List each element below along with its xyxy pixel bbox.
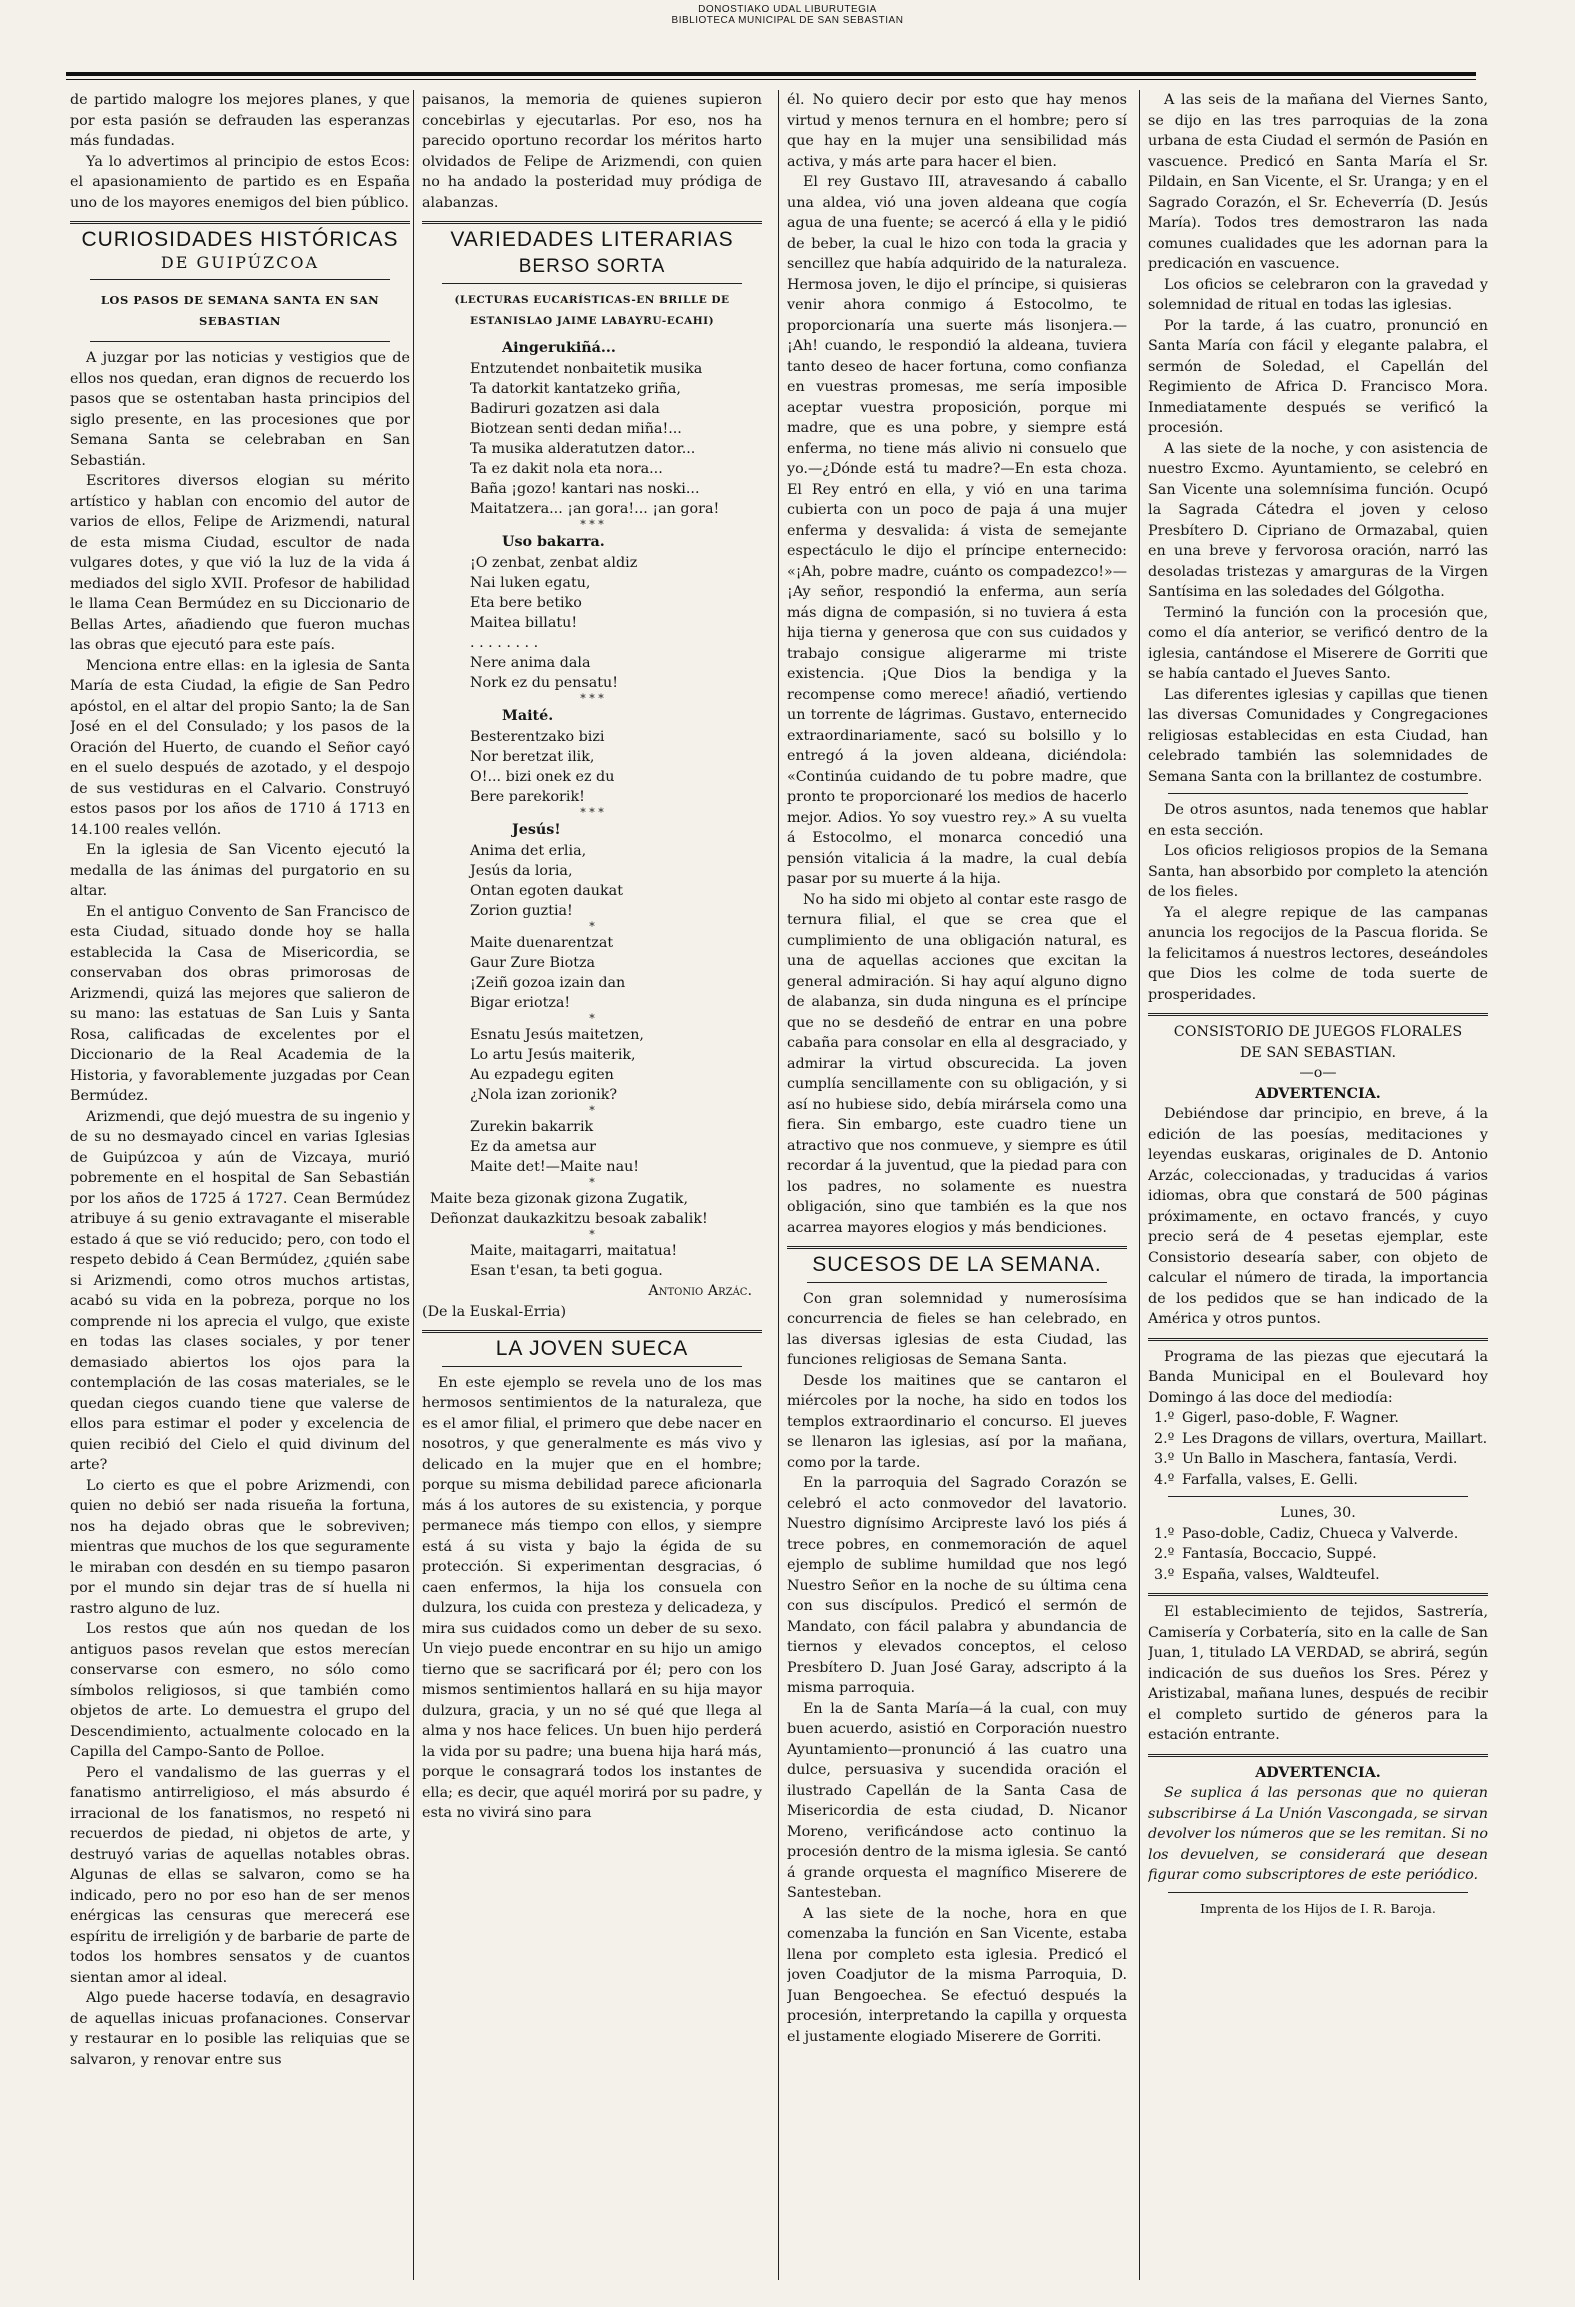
printer-imprint: Imprenta de los Hijos de I. R. Baroja. [1200, 1900, 1436, 1916]
poem-title: Aingerukiñá... [502, 340, 616, 356]
poem-verses [422, 1117, 762, 1177]
paragraph: No ha sido mi objeto al contar este rasgo de ternura filial, el que se crea que el cumplimiento de una obligación natural, es una de aquellas acciones que excitan la general admiración. Si hay aquí alguno digno de alabanza, sin duda ninguna es el príncipe que no se desdeñó de entrar en una pobre cabaña para consolar en ella al desgraciado, y admirar la virtud obscurecida. La joven cumplía sencillamente con su obligación, y si así no hubiese sido, debía mirársela como una fiera. Sin embargo, este cuadro tiene un atractivo que nos conmueve, y siempre es útil recordar á la juventud, que la piedad para con los padres, no solamente es nuestra obligación, sino que también es la que nos acarrea mayores elogios y más bendiciones. [787, 891, 1127, 1236]
music-program [1148, 1524, 1488, 1586]
program-item-number: 1.º [1154, 1525, 1175, 1542]
column-4 [1148, 90, 1488, 2280]
asterism: * [589, 1176, 595, 1189]
verse-line: Esan t'esan, ta beti gogua. [470, 1263, 663, 1279]
verse-line: Entzutendet nonbaitetik musika [470, 361, 703, 377]
paragraph: Por la tarde, á las cuatro, pronunció en Santa María con fácil y elegante palabra, el sermón de Soledad, el Capellán del Regimiento de Africa D. Francisco Mora. Inmediatamente después se verificó la procesión. [1148, 317, 1488, 436]
notice-title: ADVERTENCIA. [1255, 1085, 1381, 1102]
column-divider [778, 90, 779, 2280]
paragraph: En el antiguo Convento de San Francisco de esta Ciudad, situado donde hoy se halla establecida la Casa de Misericordia, se conservaban dos obras primorosas de Arizmendi, quizá las mejores que salieron de su mano: las estatuas de San Luis y Santa Rosa, calificadas de excelentes por el Diccionario de la Real Academia de la Historia, y favorablemente juzgadas por Cean Bermúdez. [70, 903, 410, 1104]
paragraph: En la iglesia de San Vicento ejecutó la medalla de las ánimas del purgatorio en su altar. [70, 842, 410, 899]
section-title-line-2: DE SAN SEBASTIAN. [1239, 1044, 1397, 1061]
library-stamp [0, 4, 1575, 26]
column-divider [1139, 90, 1140, 2280]
paragraph: Algo puede hacerse todavía, en desagravio de aquellas inicuas profanaciones. Conservar y restaurar en lo posible las reliquias que se salvaron, y renovar entre sus [70, 1990, 410, 2068]
program-item-title: Farfalla, valses, E. Gelli. [1182, 1471, 1358, 1488]
poem-verses [422, 1241, 762, 1281]
title-rule [442, 283, 742, 284]
verse-line: O!... bizi onek ez du [470, 769, 615, 785]
poem-title: Uso bakarra. [502, 534, 605, 550]
section-rule [422, 221, 762, 224]
program-item [1148, 1408, 1488, 1429]
verse-line: Baña ¡gozo! kantari nas noski... [470, 481, 700, 497]
article-title: LA JOVEN SUECA [495, 1337, 689, 1360]
verse-line: Maitea billatu! [470, 615, 578, 631]
section-rule [1148, 1593, 1488, 1596]
verse-line: Ta datorkit kantatzeko griña, [470, 381, 681, 397]
verse-line: Nork ez du pensatu! [470, 675, 618, 691]
poem-verses [422, 1025, 762, 1105]
paragraph: En este ejemplo se revela uno de los mas hermosos sentimientos de la naturaleza, que es el amor filial, el primero que debe nacer en nosotros, y que generalmente es más vivo y delicado en la mujer que en el hombre; porque su misma debilidad parece aficionarla más á los autores de su existencia, y porque permanece más tiempo con ellos, y siempre está á su vista y bajo la égida de su protección. Si experimentan desgracias, ó caen enfermos, la hija los consuela con dulzura, los cuida con presteza y delicadeza, y mira sus cuidados como un deber de su sexo. Un viejo puede encontrar en su hijo un amigo tierno que se sacrificará por él; pero con los mismos sentimientos hallará en su hija mayor dulzura, gracia, y un no sé qué que llega al alma y nos hace felices. Un buen hijo perderá la vida por su padre; una buena hija hará más, porque le consagrará todos los instantes de ella; es decir, que aquél morirá por su padre, y esta no vivirá sino para [422, 1374, 762, 1821]
program-item-number: 4.º [1154, 1471, 1175, 1488]
poem-verses [422, 1189, 762, 1229]
stamp-line-2: BIBLIOTECA MUNICIPAL DE SAN SEBASTIAN [671, 15, 904, 26]
program-item-number: 3.º [1154, 1451, 1175, 1467]
verse-line: Nere anima dala [470, 655, 591, 671]
program-item [1148, 1429, 1488, 1450]
paragraph: A las siete de la noche, hora en que comenzaba la función en San Vicente, estaba llena por completo esta iglesia. Predicó el joven Coadjutor de la misma Parroquia, D. Juan Bengoechea. Se efectuó después la procesión, interpretando la capilla y orquesta el justamente elogiado Miserere de Gorriti. [787, 1905, 1127, 2045]
poem-title: Maité. [502, 708, 554, 724]
paragraph: él. No quiero decir por esto que hay menos virtud y menos ternura en el hombre; pero sí que hay en la mujer una sensibilidad más activa, y más arte para hacer el bien. [787, 92, 1127, 170]
ellipsis-line: . . . . . . . . [470, 635, 539, 651]
verse-line: Gaur Zure Biotza [470, 955, 596, 971]
verse-line: Badiruri gozatzen asi dala [470, 401, 660, 417]
verse-line: Maite det!—Maite nau! [470, 1159, 640, 1175]
paragraph: De otros asuntos, nada tenemos que hablar en esta sección. [1148, 802, 1488, 839]
verse-line: Ez da ametsa aur [470, 1139, 596, 1155]
asterism: * [589, 1228, 595, 1241]
column-1 [70, 90, 410, 2280]
section-title: CONSISTORIO DE JUEGOS FLORALES [1173, 1024, 1463, 1040]
stamp-line-1: DONOSTIAKO UDAL LIBURUTEGIA [698, 4, 877, 15]
verse-line: ¿Nola izan zorionik? [470, 1087, 618, 1103]
poem-verses [422, 359, 762, 519]
poem-collection-title: BERSO SORTA [518, 255, 666, 277]
program-item-title: Un Ballo in Maschera, fantasía, Verdi. [1182, 1451, 1458, 1467]
separator-rule [1168, 1496, 1468, 1497]
verse-line: Au ezpadegu egiten [470, 1067, 614, 1083]
paragraph: Escritores diversos elogian su mérito artístico y hablan con encomio del autor de varios de ellos, Felipe de Arizmendi, natural de esta misma Ciudad, escultor de nada vulgares dotes, y que vió la luz de la vida á mediados del siglo XVII. Profesor de habilidad le llama Cean Bermúdez en su Diccionario de Bellas Artes, añadiendo que fueron muchas las obras que ejecutó para este país. [70, 473, 410, 653]
program-item-number: 2.º [1154, 1430, 1175, 1447]
verse-line: Zurekin bakarrik [470, 1119, 594, 1135]
paragraph: Los oficios religiosos propios de la Semana Santa, han absorbido por completo la atención de los fieles. [1148, 843, 1488, 900]
title-rule [807, 1282, 1107, 1283]
program-item-title: Paso-doble, Cadiz, Chueca y Valverde. [1182, 1525, 1459, 1542]
asterism: * [589, 1104, 595, 1117]
header-rule-thin [66, 79, 1476, 80]
section-title: VARIEDADES LITERARIAS [450, 228, 734, 251]
asterism: * * * [580, 518, 604, 531]
poem-verses [422, 553, 762, 633]
program-item [1148, 1470, 1488, 1491]
paragraph: En la parroquia del Sagrado Corazón se celebró el acto conmovedor del lavatorio. Nuestro dignísimo Arcipreste lavó los piés á trece pobres, en conmemoración de aquel ejemplo de sublime humildad que nos legó Nuestro Señor en la noche de su última cena con sus discípulos. Predicó el sermón de Mandato, con fácil palabra y abundancia de tiernos y elevados conceptos, el celoso Presbítero D. Juan José Garay, adscripto á la misma parroquia. [787, 1475, 1127, 1696]
paragraph: Los restos que aún nos quedan de los antiguos pasos revelan que estos merecían conservarse con esmero, no sólo como símbolos religiosos, si que también como objetos de arte. Lo demuestra el grupo del Descendimiento, actualmente colocado en la Capilla del Campo-Santo de Polloe. [70, 1621, 410, 1760]
paragraph: Con gran solemnidad y numerosísima concurrencia de fieles se han celebrado, en las diversas iglesias de esta Ciudad, las funciones religiosas de Semana Santa. [787, 1290, 1127, 1368]
verse-line: Ontan egoten daukat [470, 883, 623, 899]
section-rule [1148, 1754, 1488, 1757]
paragraph: El rey Gustavo III, atravesando á caballo una aldea, vió una joven aldeana que cogía agua de una fuente; se acercó á ella y le pidió de beber, la cual le hizo con toda la gracia y sencillez que había adquirido de la naturaleza. Hermosa joven, le dijo el príncipe, si quisieras venir ahora conmigo á Estocolmo, te proporcionaría una suerte más lisonjera.—¡Ah! cuando, le respondió la aldeana, tuviera tanto deseo de hacer fortuna, como confianza en vuestras promesas, me sería imposible aceptar vuestra proposición, porque mi madre, que es una pobre, y siempre está enferma, no tiene más alivio ni consuelo que yo.—¿Dónde está tu madre?—En esta choza. El Rey entró en ella, y vió en una tarima cubierta con un poco de paja á una mujer enferma y desvalida: á vista de semejante espectáculo le dijo el príncipe enternecido: «¡Ah, pobre madre, cuánto os compadezco!»—¡Ay señor, respondió la enferma, aun sería más digna de compasión, si no tuviera á esta hija tierna y generosa que con sus cuidados y trabajo consigue aligerarme mi triste existencia. ¡Que Dios la bendiga y la recompense como merece! añadió, vertiendo un torrente de lágrimas. Gustavo, enternecido extraordinariamente, sacó su bolsillo y lo entregó á la joven aldeana, diciéndola: «Continúa cuidando de tu pobre madre, que pronto te proporcionaré los medios de hacerlo mejor. Adios. Yo soy vuestro rey.» A su vuelta á Estocolmo, el monarca concedió una pensión vitalicia á la madre, la cual debía pasar por su muerte á la hija. [787, 174, 1127, 887]
paragraph: A las siete de la noche, y con asistencia de nuestro Excmo. Ayuntamiento, se celebró en San Vicente una solemnísima función. Ocupó la Sagrada Cátedra el joven y celoso Presbítero D. Cipriano de Ormazabal, quien en una breve y fervorosa oración, narró las desoladas tristezas y amarguras de la Virgen Santísima en las soledades del Gólgotha. [1148, 440, 1488, 600]
program-day: Lunes, 30. [1280, 1505, 1356, 1521]
paragraph: Ya lo advertimos al principio de estos Ecos: el apasionamiento de partido es en España uno de los mayores enemigos del bien público. [70, 153, 410, 211]
section-rule [1148, 1338, 1488, 1341]
title-rule [90, 279, 390, 280]
title-rule [442, 1366, 742, 1367]
paragraph: Debiéndose dar principio, en breve, á la edición de las poesías, meditaciones y leyendas euskaras, originales de D. Antonio Arzác, coleccionadas, y traducidas á varios idiomas, obra que constará de 500 páginas próximamente, en octavo francés, y cuyo precio será de 4 pesetas ejemplar, este Consistorio desearía saber, con objeto de calcular el número de tirada, la importancia de los pedidos que se han indicado de la América y otros puntos. [1148, 1106, 1488, 1327]
header-rule [66, 72, 1476, 76]
verse-line: ¡O zenbat, zenbat aldiz [470, 555, 638, 571]
section-rule [1148, 1013, 1488, 1016]
verse-line: Jesús da loria, [470, 863, 573, 879]
section-title: SUCESOS DE LA SEMANA. [812, 1253, 1102, 1276]
poem-verses [422, 653, 762, 693]
verse-line: Nai luken egatu, [470, 575, 591, 591]
poem-collection-subtitle: (LECTURAS EUCARÍSTICAS-EN BRILLE DE ESTANISLAO JAIME LABAYRU-ECAHI) [454, 294, 730, 327]
verse-line: Bigar eriotza! [470, 995, 571, 1011]
source-note: (De la Euskal-Erria) [422, 1303, 567, 1320]
program-item-number: 1.º [1154, 1410, 1175, 1426]
author-signature: Antonio Arzác. [648, 1283, 752, 1299]
verse-line: Nor beretzat ilik, [470, 749, 595, 765]
article-title: LOS PASOS DE SEMANA SANTA EN SAN SEBASTIAN [100, 293, 380, 328]
paragraph: paisanos, la memoria de quienes supieron concebirlas y ejecutarlas. Por eso, nos ha parecido oportuno recordar los méritos harto olvidados de Felipe de Arizmendi, con quien no ha andado la posteridad muy pródiga de alabanzas. [422, 92, 762, 211]
program-item-title: Les Dragons de villars, overtura, Maillart. [1182, 1430, 1488, 1447]
ornament: —o— [1299, 1065, 1337, 1081]
column-3 [787, 90, 1127, 2280]
paragraph: Terminó la función con la procesión que, como el día anterior, se verificó dentro de la iglesia, cantándose el Miserere de Gorriti que se había cantado el Jueves Santo. [1148, 604, 1488, 682]
paragraph: A las seis de la mañana del Viernes Santo, se dijo en las tres parroquias de la zona urbana de esta Ciudad el sermón de Pasión en vascuence. Predicó en Santa María el Sr. Pildain, en San Vicente, el Sr. Uranga; y en el Sagrado Corazón, el Sr. Echeverría (D. Jesús María). Todos tres demostraron las nada comunes cualidades que les adornan para la predicación en vascuence. [1148, 92, 1488, 272]
paragraph: Ya el alegre repique de las campanas anuncia los regocijos de la Pascua florida. Se la felicitamos á nuestros lectores, deseándoles que Dios les colme de toda suerte de prosperidades. [1148, 904, 1488, 1003]
verse-line: Anima det erlia, [470, 843, 587, 859]
column-2 [422, 90, 762, 2280]
program-item [1148, 1544, 1488, 1565]
section-title: CURIOSIDADES HISTÓRICAS [81, 228, 399, 251]
paragraph: Se suplica á las personas que no quieran subscribirse á La Unión Vascongada, se sirvan devolver los números que se les remitan. Si no los devuelven, se considerará que desean figurar como subscriptores de este periódico. [1148, 1785, 1488, 1883]
section-subtitle: DE GUIPÚZCOA [160, 252, 320, 272]
asterism: * [589, 920, 595, 933]
paragraph: El establecimiento de tejidos, Sastrería, Camisería y Corbatería, sito en la calle de San Juan, 1, titulado LA VERDAD, se abrirá, según indicación de sus dueños los Sres. Pérez y Aristizabal, mañana lunes, después de recibir el completo surtido de géneros para la estación entrante. [1148, 1604, 1488, 1743]
verse-line: Zorion guztia! [470, 903, 573, 919]
asterism: * [589, 1012, 595, 1025]
verse-line: Bere parekorik! [470, 789, 585, 805]
verse-line: Esnatu Jesús maitetzen, [470, 1027, 644, 1043]
paragraph: Pero el vandalismo de las guerras y el fanatismo antirreligioso, el más absurdo é irracional de los fanatismos, no respetó ni recuerdos de piedad, ni objetos de arte, y destruyó varias de aquellas notables obras. Algunas de ellas se salvaron, como se ha indicado, pero no por eso han de ser menos enérgicas las censuras que merecerá ese espíritu de irreligión y de barbarie de parte de todos los hombres sensatos y de cuantos sientan amor al ideal. [70, 1764, 410, 1986]
program-item-number: 2.º [1154, 1546, 1175, 1562]
poem-verses [422, 727, 762, 807]
section-rule [70, 221, 410, 224]
title-rule [90, 341, 390, 342]
verse-line: Eta bere betiko [470, 595, 582, 611]
poem-verses [422, 841, 762, 921]
paragraph: Menciona entre ellas: en la iglesia de Santa María de esta Ciudad, la efigie de San Pedro apóstol, en el altar del propio Santo; la de San José en el del Consulado; y los pasos de la Oración del Huerto, de cuando el Señor cayó en el suelo después de azotado, y el despojo de sus vestiduras en el Calvario. Construyó estos pasos por los años de 1710 á 1713 en 14.100 reales vellón. [70, 657, 410, 838]
program-item-title: España, valses, Waldteufel. [1182, 1566, 1380, 1583]
verse-line: Maite, maitagarri, maitatua! [470, 1243, 678, 1259]
paragraph: A juzgar por las noticias y vestigios que de ellos nos quedan, eran dignos de recuerdo los pasos que se ostentaban hasta principios del siglo presente, en las procesiones que por Semana Santa se celebraban en San Sebastián. [70, 350, 410, 469]
program-item [1148, 1524, 1488, 1545]
asterism: * * * [580, 806, 604, 819]
music-program [1148, 1408, 1488, 1490]
paragraph: Lo cierto es que el pobre Arizmendi, con quien no debió ser nada risueña la fortuna, nos ha dejado obras que le sobreviven; mientras que muchos de los que seguramente le miraban con desdén en su tiempo pasaron por el mundo sin dejar tras de sí huella ni rastro alguno de luz. [70, 1477, 410, 1617]
poem-title: Jesús! [512, 822, 561, 838]
verse-line: Lo artu Jesús maiterik, [470, 1047, 636, 1063]
verse-line: ¡Zeiñ gozoa izain dan [470, 975, 626, 991]
verse-line: Ta musika alderatutzen dator... [470, 441, 696, 457]
poem-verses [422, 933, 762, 1013]
section-rule [787, 1246, 1127, 1249]
verse-line: Maitatzera... ¡an gora!... ¡an gora! [470, 501, 720, 517]
paragraph: Los oficios se celebraron con la gravedad y solemnidad de ritual en todas las iglesias. [1148, 276, 1488, 313]
notice-title: ADVERTENCIA. [1255, 1764, 1381, 1781]
program-item [1148, 1449, 1488, 1470]
program-item-title: Fantasía, Boccacio, Suppé. [1182, 1546, 1377, 1562]
verse-line: Maite beza gizonak gizona Zugatik, [430, 1191, 688, 1207]
column-divider [413, 90, 414, 2280]
program-item-title: Gigerl, paso-doble, F. Wagner. [1182, 1410, 1399, 1426]
paragraph: Programa de las piezas que ejecutará la Banda Municipal en el Boulevard hoy Domingo á las doce del mediodía: [1148, 1348, 1488, 1406]
paragraph: Desde los maitines que se cantaron el miércoles por la noche, ha sido en todos los templos extraordinario el concurso. El jueves se llenaron las iglesias, así por la mañana, como por la tarde. [787, 1372, 1127, 1471]
asterism: * * * [580, 692, 604, 705]
paragraph: de partido malogre los mejores planes, y que por esta pasión se defrauden las esperanzas más fundadas. [70, 92, 410, 149]
section-rule [422, 1330, 762, 1333]
verse-line: Maite duenarentzat [470, 935, 614, 951]
verse-line: Biotzean senti dedan miña!... [470, 421, 682, 437]
verse-line: Ta ez dakit nola eta nora... [470, 461, 663, 477]
separator-rule [1168, 793, 1468, 794]
paragraph: En la de Santa María—á la cual, con muy buen acuerdo, asistió en Corporación nuestro Ayuntamiento—pronunció á las cuatro una dulce, persuasiva y sucendida oración el ilustrado Capellán de la Santa Casa de Misericordia de esta ciudad, D. Nicanor Moreno, verificándose acto continuo la procesión dentro de la misma iglesia. Se cantó á grande orquesta el magnífico Miserere de Santesteban. [787, 1700, 1127, 1901]
separator-rule [1168, 1892, 1468, 1893]
paragraph: Arizmendi, que dejó muestra de su ingenio y de su no desmayado cincel en varias Iglesias de Guipúzcoa y aún de Vizcaya, murió pobremente en el hospital de San Sebastián por los años de 1725 á 1727. Cean Bermúdez atribuye á su genio extravagante el miserable estado á que se vió reducido; pero, con todo el respeto debido á Cean Bermúdez, ¿quién sabe si Arizmendi, como otros muchos artistas, acabó su vida en la pobreza, porque no los comprende ni los aprecia el vulgo, que existe en todas las clases sociales, y por tener demasiado abiertos los ojos para la contemplación de las cosas materiales, se le quedan ciegos cuando tiene que valerse de ellos para estimar el poder y excelencia de quien recibió del Cielo el quid divinum del arte? [70, 1108, 410, 1473]
verse-line: Besterentzako bizi [470, 729, 605, 745]
verse-line: Deñonzat daukazkitzu besoak zabalik! [430, 1211, 708, 1227]
program-item [1148, 1565, 1488, 1586]
paragraph: Las diferentes iglesias y capillas que tienen las diversas Comunidades y Congregaciones religiosas establecidas en esta Ciudad, han celebrado también las solemnidades de Semana Santa con la brillantez de costumbre. [1148, 686, 1488, 785]
program-item-number: 3.º [1154, 1566, 1175, 1583]
